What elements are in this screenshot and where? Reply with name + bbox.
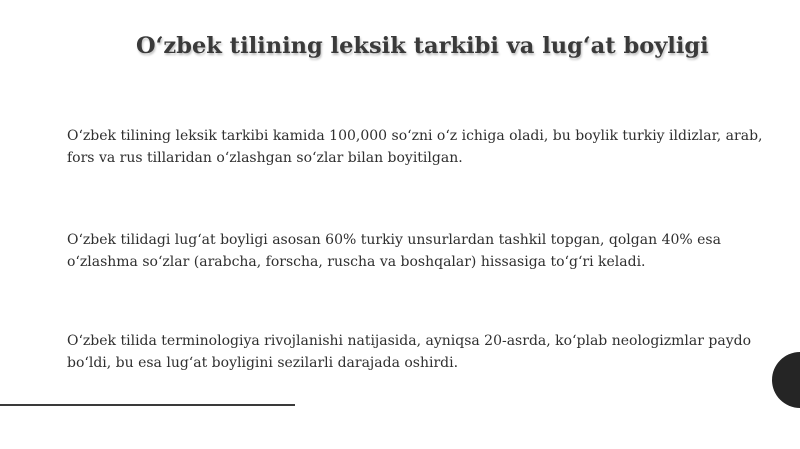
paragraph-1: O‘zbek tilining leksik tarkibi kamida 100,000 so‘zni o‘z ichiga oladi, bu boylik turkiy ildizlar, arab, fors va rus tillaridan o‘zlashgan so‘zlar bilan boyitilgan. <box>67 128 763 166</box>
decorative-rule <box>0 404 295 406</box>
slide-title: O‘zbek tilining leksik tarkibi va lug‘at boyligi <box>136 33 709 59</box>
decorative-circle <box>772 352 800 408</box>
paragraph-3: O‘zbek tilida terminologiya rivojlanishi natijasida, ayniqsa 20-asrda, ko‘plab neologizmlar paydo bo‘ldi, bu esa lug‘at boyligini sezilarli darajada oshirdi. <box>67 333 752 371</box>
paragraph-2: O‘zbek tilidagi lug‘at boyligi asosan 60% turkiy unsurlardan tashkil topgan, qolgan 40% esa o‘zlashma so‘zlar (arabcha, forscha, ruscha va boshqalar) hissasiga to‘g‘ri keladi. <box>67 232 721 270</box>
